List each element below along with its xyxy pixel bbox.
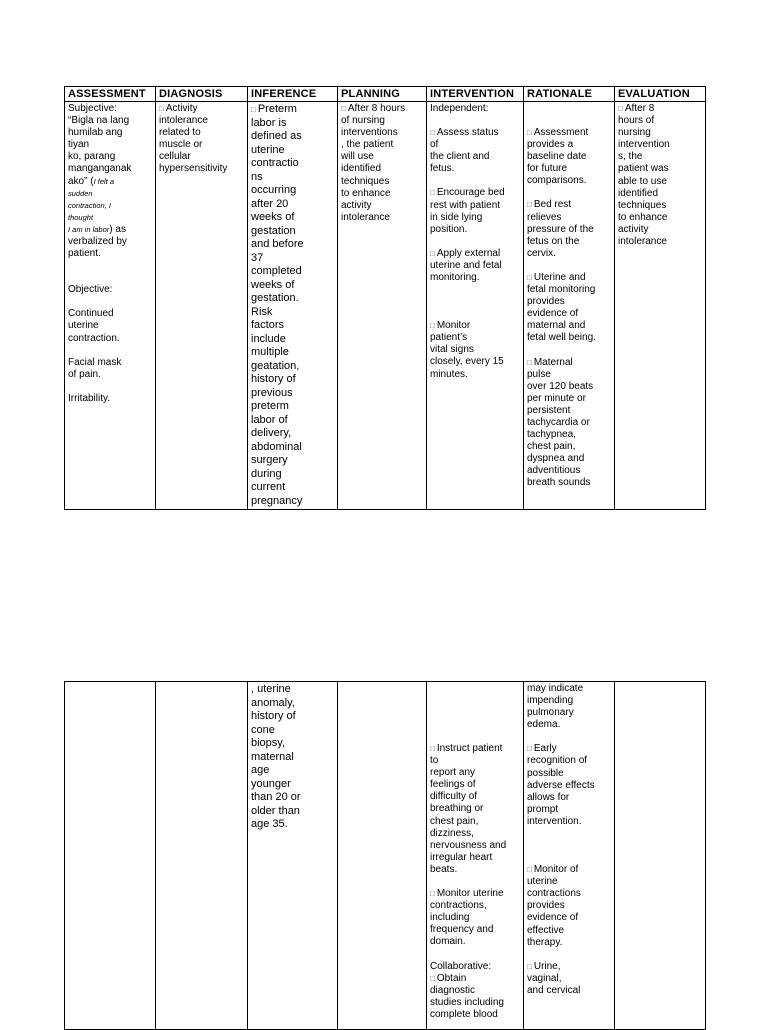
header-assessment: ASSESSMENT (65, 87, 156, 102)
table-row (65, 682, 706, 1030)
bullet-box-icon: □ (430, 744, 435, 753)
intervention-item: □ Encourage bed rest with patient in side lying position. (430, 187, 505, 235)
objective-item: Continued uterine contraction. (68, 308, 120, 344)
bullet-box-icon: □ (251, 105, 256, 114)
header-inference: INFERENCE (248, 87, 338, 102)
evaluation-cell (615, 102, 706, 510)
intervention-item: □ Apply external uterine and fetal monitoring. (430, 247, 502, 284)
inference-text: Preterm labor is defined as uterine contractio ns occurring after 20 weeks of gestation and before 37 completed weeks of gestation. Risk factors include multiple geatation, history of previous preterm labor of delivery, abdominal surgery during current pregnancy (251, 103, 304, 507)
bullet-box-icon: □ (527, 357, 532, 367)
rationale-cell (524, 102, 615, 510)
table-row (65, 102, 706, 510)
intervention-item: □ Assess status of the client and fetus. (430, 127, 499, 175)
bullet-box-icon: □ (430, 889, 435, 899)
independent-label: Independent: (430, 103, 489, 114)
planning-text: After 8 hours of nursing interventions , the patient will use identified techniques to enhance activity intolerance (341, 103, 406, 223)
diagnosis-cell (156, 102, 248, 510)
inference-text: , uterine anomaly, history of cone biopsy, maternal age younger than 20 or older than age 35. (251, 683, 301, 830)
bullet-box-icon: □ (159, 104, 164, 113)
rationale-item: □ Maternal pulse over 120 beats per minute or persistent tachycardia or tachypnea, chest pain, dyspnea and adventitious breath sounds (527, 356, 594, 489)
header-evaluation: EVALUATION (615, 87, 706, 102)
intervention-cell (427, 102, 524, 510)
bullet-box-icon: □ (618, 104, 623, 113)
bullet-box-icon: □ (527, 961, 532, 971)
diagnosis-text: Activity intolerance related to muscle or cellular hypersensitivity (159, 103, 228, 175)
objective-item: Irritability. (68, 392, 111, 404)
bullet-box-icon: □ (527, 865, 532, 875)
bullet-box-icon: □ (527, 744, 532, 754)
rationale-item: □ Urine, vaginal, and cervical (527, 960, 581, 996)
diagnosis-cell (156, 682, 248, 1030)
inference-cell (248, 102, 338, 510)
header-rationale: RATIONALE (524, 87, 615, 102)
collaborative-label: Collaborative: (430, 960, 492, 972)
objective-label: Objective: (68, 284, 113, 296)
header-row (65, 87, 706, 102)
intervention-cell (427, 682, 524, 1030)
assessment-cell (65, 102, 156, 510)
planning-cell (338, 102, 427, 510)
header-intervention: INTERVENTION (427, 87, 524, 102)
header-diagnosis: DIAGNOSIS (156, 87, 248, 102)
planning-cell (338, 682, 427, 1030)
subjective-translation: I felt a sudden contraction, I thought I am in labor (68, 176, 114, 234)
rationale-item: □ Uterine and fetal monitoring provides evidence of maternal and fetal well being. (527, 271, 596, 344)
evaluation-cell (615, 682, 706, 1030)
care-plan-table-page-2 (64, 681, 706, 1030)
evaluation-text: After 8 hours of nursing intervention s, the patient was able to use identified techniques to enhance activity intolerance (618, 103, 670, 248)
bullet-box-icon: □ (430, 321, 435, 331)
subjective-text: “Bigla na lang humilab ang tiyan ko, parang manganganak ako” (I felt a sudden contraction, I thought I am in labor) as verbalized by patient. (68, 115, 132, 260)
bullet-box-icon: □ (527, 200, 532, 210)
rationale-continuation: may indicate impending pulmonary edema. (527, 683, 584, 731)
bullet-box-icon: □ (430, 973, 435, 983)
rationale-item: □ Monitor of uterine contractions provides evidence of effective therapy. (527, 864, 581, 948)
bullet-box-icon: □ (430, 248, 435, 258)
rationale-item: □ Bed rest relieves pressure of the fetus on the cervix. (527, 199, 594, 259)
inference-cell (248, 682, 338, 1030)
bullet-box-icon: □ (430, 128, 435, 138)
rationale-cell (524, 682, 615, 1030)
rationale-item: □ Assessment provides a baseline date for future comparisons. (527, 127, 589, 187)
bullet-box-icon: □ (430, 188, 435, 198)
care-plan-table-page-1 (64, 86, 706, 510)
rationale-item: □ Early recognition of possible adverse effects allows for prompt intervention. (527, 743, 595, 827)
bullet-box-icon: □ (527, 272, 532, 282)
assessment-cell (65, 682, 156, 1030)
bullet-box-icon: □ (527, 128, 532, 137)
intervention-item: □ Monitor patient’s vital signs closely, every 15 minutes. (430, 320, 504, 380)
header-planning: PLANNING (338, 87, 427, 102)
subjective-label: Subjective: (68, 103, 117, 114)
intervention-item: □ Instruct patient to report any feelings of difficulty of breathing or chest pain, dizziness, nervousness and irregular heart beats. (430, 743, 507, 875)
objective-item: Facial mask of pain. (68, 356, 122, 380)
intervention-item: □ Obtain diagnostic studies including complete blood (430, 972, 504, 1020)
intervention-item: □ Monitor uterine contractions, including frequency and domain. (430, 888, 504, 948)
bullet-box-icon: □ (341, 104, 346, 113)
